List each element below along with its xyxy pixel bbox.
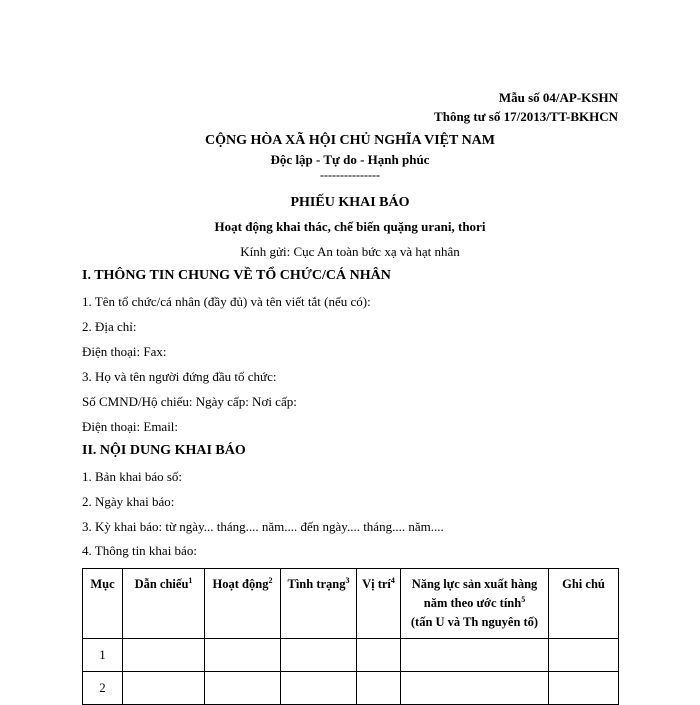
- field-declaration-period: 3. Kỳ khai báo: từ ngày... tháng.... năm.... đến ngày.... tháng.... năm....: [82, 519, 444, 534]
- national-motto: Độc lập - Tự do - Hạnh phúc: [270, 152, 430, 167]
- field-declaration-no: 1. Bản khai báo số:: [82, 469, 183, 484]
- form-title: PHIẾU KHAI BÁO: [290, 195, 410, 210]
- form-subtitle: Hoạt động khai thác, chế biến quặng urani, thori: [214, 219, 486, 234]
- col-header-reference: Dẫn chiếu$^1$: [123, 569, 205, 639]
- field-phone-fax: Điện thoại: Fax:: [82, 344, 167, 359]
- col-header-status: Tình trạng$^3$: [281, 569, 357, 639]
- section-1-heading: I. THÔNG TIN CHUNG VỀ TỔ CHỨC/CÁ NHÂN: [82, 268, 391, 283]
- row-number: 1: [83, 639, 123, 672]
- table-cell: [549, 639, 619, 672]
- republic-title: CỘNG HÒA XÃ HỘI CHỦ NGHĨA VIỆT NAM: [204, 133, 495, 148]
- table-cell: [401, 639, 549, 672]
- field-phone-email: Điện thoại: Email:: [82, 419, 179, 434]
- row-number: 2: [83, 672, 123, 705]
- table-row: [83, 639, 619, 672]
- table-header-row: [83, 569, 619, 639]
- circular-number: Thông tư số 17/2013/TT-BKHCN: [434, 109, 618, 124]
- col-header-activity: Hoạt động$^2$: [205, 569, 281, 639]
- col-header-location: Vị trí$^4$: [357, 569, 401, 639]
- field-head-name: 3. Họ và tên người đứng đầu tổ chức:: [82, 369, 277, 384]
- form-number: Mẫu số 04/AP-KSHN: [498, 90, 618, 105]
- declaration-table: [82, 568, 619, 705]
- col-header-capacity: Năng lực sản xuất hàng năm theo ước tính$^5$ (tấn U và Th nguyên tố): [401, 569, 549, 639]
- field-id-info: Số CMND/Hộ chiếu: Ngày cấp: Nơi cấp:: [82, 394, 297, 409]
- table-cell: [123, 639, 205, 672]
- field-org-name: 1. Tên tổ chức/cá nhân (đầy đủ) và tên viết tắt (nếu có):: [82, 294, 371, 309]
- recipient-line: Kính gửi: Cục An toàn bức xạ và hạt nhân: [240, 244, 460, 259]
- table-cell: [281, 639, 357, 672]
- col-header-muc: Mục: [83, 569, 123, 639]
- field-declaration-date: 2. Ngày khai báo:: [82, 494, 175, 509]
- table-cell: [357, 639, 401, 672]
- col-header-notes: Ghi chú: [549, 569, 619, 639]
- field-address: 2. Địa chỉ:: [82, 319, 137, 334]
- table-cell: [205, 639, 281, 672]
- section-2-heading: II. NỘI DUNG KHAI BÁO: [82, 443, 246, 458]
- separator-line: ---------------: [320, 168, 380, 182]
- field-info-label: 4. Thông tin khai báo:: [82, 543, 197, 558]
